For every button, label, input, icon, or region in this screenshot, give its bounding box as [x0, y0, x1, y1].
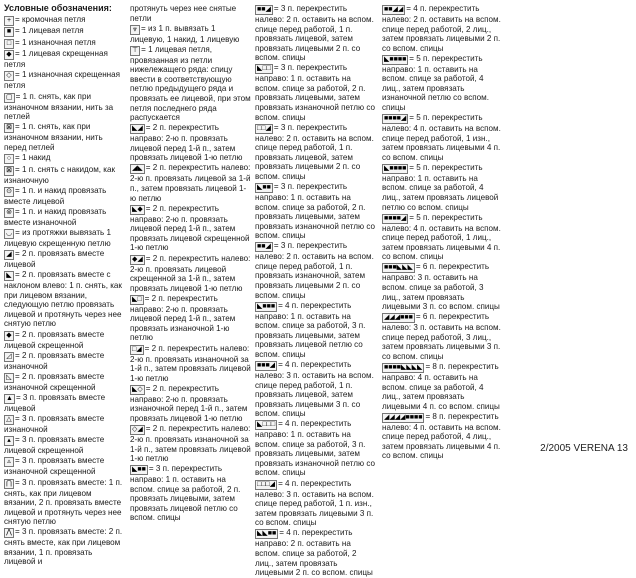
legend-entry — [130, 4, 252, 23]
legend-entry-text: = 1 изнаночная петля — [15, 37, 96, 47]
stitch-symbol-icon: ◣□□□ — [257, 421, 276, 429]
stitch-symbol-icon: ■ — [4, 27, 14, 37]
stitch-symbol-icon: ◢◢◢◢■■■■ — [384, 413, 423, 421]
stitch-symbol-icon: ◡ — [6, 230, 13, 237]
legend-entry — [255, 182, 377, 241]
stitch-symbol-icon: ◣◆ — [132, 205, 143, 213]
legend-column-3 — [255, 4, 377, 578]
legend-entry — [382, 113, 504, 162]
stitch-symbol-icon: ■■■■◣◣◣◣ — [384, 364, 423, 372]
stitch-symbol-icon: ◣□ — [132, 295, 142, 303]
legend-entry — [4, 38, 123, 49]
legend-entry-text: = 1 изнаночная скрещенная петля — [4, 70, 121, 91]
legend-entry-text: протянуть через нее снятые петли — [130, 4, 237, 23]
legend-entry-text: = 2 п. провязать вместе изнаночной — [4, 350, 105, 371]
legend-entry-text: = 1 п. и накид провязать вместе изнаночной — [4, 206, 107, 227]
legend-entry — [4, 92, 123, 122]
stitch-symbol-icon: ◣ — [4, 271, 14, 281]
legend-entry-text: = 2 п. провязать вместе изнаночной скрещенной — [4, 371, 105, 392]
legend-entry — [4, 414, 123, 435]
legend-entry — [4, 393, 123, 414]
legend-list-3 — [255, 4, 377, 578]
legend-entry-text: = 2 п. перекрестить налево: 2-ю п. провязать изнаночной за 1-й п., затем провязать лицевой 1-ю петлю — [130, 343, 251, 383]
stitch-symbol-icon: ◣■■■ — [257, 302, 276, 310]
legend-column-2 — [130, 4, 252, 524]
legend-entry — [4, 330, 123, 351]
legend-entry-text: = 1 лицевая петля — [15, 26, 84, 36]
legend-entry-text: = 1 лицевая петля, провязанная из петли нижележащего ряда: спицу ввести в соответствующую петлю предыдущего ряда и провязать ее лицевой, при этом петля последнего ряда распускается — [130, 44, 251, 123]
legend-entry-text: = 1 лицевая скрещенная петля — [4, 49, 108, 70]
stitch-symbol-icon: ◣◢ — [132, 125, 143, 133]
stitch-symbol-icon: ■■◢ — [257, 6, 271, 13]
stitch-symbol-icon: ◣◇ — [132, 385, 143, 393]
legend-entry-text: = 2 п. перекрестить налево: 2-ю п. провязать лицевой скрещенной за 1-й п., затем провязать лицевой 1-ю петлю — [130, 253, 251, 293]
legend-entry — [4, 372, 123, 393]
stitch-symbol-icon: ⊙ — [4, 187, 14, 197]
legend-entry-text: = 3 п. перекрестить налево: 2 п. оставить на вспом. спице перед работой, 1 п. провязать изнаночной, затем провязать лицевыми 2 п. со вспом. спицы — [255, 241, 374, 300]
legend-entry-text: = 3 п. перекрестить направо: 1 п. оставить на вспом. спице за работой, 2 п. провязать лицевыми, затем провязать изнаночной петлю со вспом. спицы — [255, 181, 375, 241]
legend-entry-text: = 2 п. перекрестить налево: 2-ю п. провязать лицевой за 1-й п., затем провязать лицевой 1-ю петлю — [130, 163, 251, 203]
legend-entry-text: = 4 п. перекрестить направо: 1 п. оставить на вспом. спице за работой, 3 п. провязать лицевыми, затем провязать лицевой петлю со вспом. спицы — [255, 300, 366, 359]
stitch-symbol-icon: ◆ — [4, 331, 14, 341]
legend-entry — [382, 163, 504, 212]
legend-entry — [382, 412, 504, 461]
stitch-symbol-icon: ■■■■◢ — [384, 115, 407, 123]
legend-entry — [130, 384, 252, 424]
stitch-symbol-icon: ◇◢ — [132, 425, 143, 433]
legend-entry — [255, 301, 377, 360]
legend-entry-text: = 1 п. снять, как при изнаночном вязании, нить за петлей — [4, 91, 114, 122]
stitch-symbol-icon: ⊠ — [4, 166, 14, 176]
stitch-symbol-icon: ■■■■◢ — [384, 214, 407, 222]
legend-entry — [4, 270, 123, 329]
stitch-symbol-icon: ⋀ — [4, 528, 14, 538]
legend-entry — [4, 228, 123, 249]
stitch-symbol-icon: ■■■◣◣◣ — [384, 264, 413, 272]
stitch-symbol-icon: ▵ — [4, 457, 14, 467]
legend-entry — [4, 478, 123, 527]
stitch-symbol-icon: △ — [4, 415, 14, 425]
legend-entry — [382, 54, 504, 113]
legend-entry-text: = 3 п. провязать вместе лицевой скрещенной — [4, 435, 105, 456]
legend-entry — [4, 15, 123, 26]
legend-entry-text: = 6 п. перекрестить налево: 3 п. оставить на вспом. спице перед работой, 3 лиц., затем провязать лицевыми 3 п. со вспом. спицы — [382, 312, 501, 361]
stitch-symbol-icon: ⩔ — [130, 25, 140, 35]
stitch-symbol-icon: + — [4, 16, 14, 26]
legend-entry-text: = 5 п. перекрестить налево: 4 п. оставить на вспом. спице перед работой, 1 изн., затем провязать лицевыми 4 п. со вспом. спицы — [382, 113, 501, 162]
legend-entry — [382, 362, 504, 411]
stitch-symbol-icon: □□◢ — [257, 124, 271, 132]
stitch-symbol-icon: ■■■◢ — [257, 361, 276, 369]
legend-entry — [4, 207, 123, 228]
legend-entry — [4, 70, 123, 91]
legend-entry — [4, 351, 123, 372]
stitch-symbol-icon: ⊚ — [4, 208, 14, 218]
legend-entry — [255, 123, 377, 182]
legend-entry — [4, 26, 123, 37]
legend-entry-text: = 1 п. снять, как при изнаночном вязании, нить перед петлей — [4, 122, 103, 152]
stitch-symbol-icon: ⋂ — [4, 479, 14, 489]
page-footer: 2/2005 VERENA 13 — [540, 443, 628, 454]
stitch-symbol-icon: ◢ — [4, 250, 14, 260]
legend-entry — [4, 153, 123, 164]
stitch-symbol-icon: ■■◢◢ — [384, 6, 404, 13]
legend-entry — [255, 528, 377, 577]
legend-entry-text: = 2 п. перекрестить налево: 2-ю п. провязать изнаночной за 1-й п., затем провязать лицевой 1-ю петлю — [130, 423, 251, 464]
legend-entry-text: = 3 п. провязать вместе лицевой — [4, 393, 106, 414]
legend-entry-text: = 2 п. перекрестить направо: 2-ю п. провязать лицевой перед 1-й п., затем провязать лицевой 1-ю петлю — [130, 123, 243, 163]
legend-column-1 — [4, 4, 123, 568]
legend-entry — [130, 204, 252, 253]
legend-entry-text: = 3 п. перекрестить налево: 2 п. оставить на вспом. спице перед работой, 1 п. провязать лицевой, затем провязать лицевыми 2 п. со вспом. спицы — [255, 4, 374, 63]
stitch-symbol-icon: ◿ — [4, 352, 14, 362]
legend-list-2 — [130, 4, 252, 523]
legend-entry-text: = 4 п. перекрестить направо: 2 п. оставить на вспом. спице за работой, 2 лиц., затем провязать лицевыми 2 п. со вспом. спицы — [255, 528, 373, 578]
legend-entry-text: = 1 п. снять с накидом, как изнаночную — [4, 164, 116, 185]
legend-entry-text: = 2 п. провязать вместе лицевой скрещенной — [4, 329, 105, 350]
stitch-symbol-icon: ◆ — [4, 50, 14, 60]
stitch-symbol-icon: ◣■■ — [132, 466, 146, 474]
stitch-symbol-icon: □□□◢ — [257, 480, 276, 488]
stitch-symbol-icon: □◢ — [132, 345, 142, 353]
legend-entry-text: = 1 п. и накид провязать вместе лицевой — [4, 185, 107, 206]
legend-entry-text: = 5 п. перекрестить налево: 4 п. оставить на вспом. спице перед работой, 1 лиц., затем провязать лицевыми 4 п. со вспом. спицы — [382, 212, 501, 262]
legend-entry — [255, 241, 377, 300]
legend-entry-text: = 3 п. перекрестить направо: 1 п. оставить на вспом. спице за работой, 2 п. провязать лицевыми, затем провязать лицевой петлю со вспом. спицы — [130, 464, 241, 523]
legend-entry — [130, 294, 252, 343]
legend-entry — [382, 4, 504, 53]
legend-entry — [4, 527, 123, 567]
stitch-symbol-icon: ○ — [4, 154, 14, 164]
legend-entry — [130, 123, 252, 163]
legend-entry-text: = 8 п. перекрестить налево: 4 п. оставить на вспом. спице перед работой, 4 лиц., затем провязать лицевыми 4 п. со вспом. спицы — [382, 411, 501, 461]
legend-entry — [4, 49, 123, 70]
legend-entry — [130, 344, 252, 384]
legend-entry-text: = 3 п. провязать вместе изнаночной — [4, 414, 105, 435]
legend-entry — [4, 186, 123, 207]
stitch-symbol-icon: ◣◣■■ — [257, 530, 277, 538]
legend-entry-text: = из протяжки вывязать 1 лицевую скрещенную петлю — [4, 228, 112, 248]
legend-entry-text: = 3 п. перекрестить направо: 1 п. оставить на вспом. спице за работой, 2 п. провязать лицевыми, затем провязать изнаночной петлю со вспом. спицы — [255, 63, 375, 122]
stitch-symbol-icon: ◆◢ — [132, 255, 143, 263]
stitch-symbol-icon: ◣■■■■ — [384, 55, 407, 63]
legend-entry-text: = 2 п. провязать вместе с наклоном влево: 1 п. снять, как при лицевом вязании, следующую петлю провязать лицевой и протянуть через нее снятую петлю — [4, 270, 122, 329]
legend-entry-text: = 3 п. перекрестить налево: 2 п. оставить на вспом. спице перед работой, 1 п. провязать лицевой, затем провязать лицевыми 2 п. со вспом. спицы — [255, 122, 374, 181]
legend-entry-text: = 1 накид — [15, 152, 51, 162]
legend-entry-text: = 5 п. перекрестить направо: 1 п. оставить на вспом. спице за работой, 4 лиц., затем провязать лицевой петлю со вспом. спицы — [382, 162, 499, 212]
legend-entry — [130, 163, 252, 203]
legend-entry — [255, 419, 377, 478]
stitch-symbol-icon: ◣■■ — [257, 183, 271, 191]
legend-title: Условные обозначения: — [4, 3, 112, 13]
legend-entry-text: = 3 п. провязать вместе: 1 п. снять, как при лицевом вязании, 2 п. провязать вместе лицевой и протянуть через нее снятую петлю — [4, 477, 123, 527]
legend-entry — [382, 312, 504, 361]
legend-entry-text: = 4 п. перекрестить налево: 3 п. оставить на вспом. спице перед работой, 1 п. провязать лицевой, затем провязать лицевыми 3 п. со вспом. спицы — [255, 359, 374, 419]
stitch-symbol-icon: □ — [4, 39, 14, 49]
stitch-symbol-icon: ◢◣ — [132, 165, 143, 173]
legend-list-1 — [4, 15, 123, 567]
legend-entry — [4, 165, 123, 186]
stitch-symbol-icon: ▴ — [4, 436, 14, 446]
stitch-symbol-icon: ◢◢◢■■■ — [384, 314, 413, 322]
legend-entry-text: = 4 п. перекрестить налево: 3 п. оставить на вспом. спице перед работой, 1 п. изн., затем провязать лицевыми 3 п. со вспом. спицы — [255, 478, 374, 528]
legend-column-4 — [382, 4, 504, 462]
stitch-symbol-icon: ▢ — [6, 93, 13, 101]
legend-entry — [4, 122, 123, 152]
stitch-symbol-icon: ▲ — [6, 395, 13, 403]
stitch-symbol-icon: ■■◢ — [257, 243, 271, 251]
legend-entry-text: = 6 п. перекрестить направо: 3 п. оставить на вспом. спице за работой, 3 лиц., затем провязать лицевыми 3 п. со вспом. спицы — [382, 262, 500, 312]
legend-entry — [130, 464, 252, 523]
legend-entry-text: = 4 п. перекрестить направо: 1 п. оставить на вспом. спице за работой, 3 п. провязать лицевыми, затем провязать изнаночной петлю со вспом. спицы — [255, 419, 375, 478]
stitch-symbol-icon: ◇ — [4, 71, 14, 81]
legend-entry-text: = из 1 п. вывязать 1 лицевую, 1 накид, 1 лицевую — [130, 23, 240, 44]
legend-entry-text: = 8 п. перекрестить направо: 4 п. оставить на вспом. спице за работой, 4 лиц., затем провязать лицевыми 4 п. со вспом. спицы — [382, 362, 500, 411]
legend-entry-text: = кромочная петля — [15, 14, 86, 24]
legend-entry-text: = 4 п. перекрестить налево: 2 п. оставить на вспом. спице перед работой, 2 лиц., затем провязать лицевыми 2 п. со вспом. спицы — [382, 4, 501, 53]
legend-entry — [255, 479, 377, 528]
legend-entry — [4, 435, 123, 456]
legend-entry-text: = 3 п. провязать вместе: 2 п. снять вместе, как при лицевом вязании, 1 п. провязать лицевой и — [4, 527, 123, 567]
stitch-symbol-icon: ◣■■■■ — [384, 164, 407, 172]
legend-entry — [4, 249, 123, 270]
stitch-symbol-icon: ◺ — [4, 373, 14, 383]
stitch-symbol-icon: ⊤ — [132, 46, 139, 54]
legend-entry-text: = 2 п. провязать вместе лицевой — [4, 249, 105, 270]
legend-entry-text: = 2 п. перекрестить направо: 2-ю п. провязать лицевой перед 1-й п., затем провязать изнаночной 1-ю петлю — [130, 293, 236, 343]
legend-entry — [130, 24, 252, 45]
legend-entry — [382, 213, 504, 262]
legend-entry — [382, 262, 504, 311]
stitch-symbol-icon: ◣□□ — [257, 65, 271, 73]
legend-entry — [130, 254, 252, 294]
stitch-symbol-icon: ⊠ — [4, 123, 14, 133]
legend-list-4 — [382, 4, 504, 461]
legend-entry — [255, 63, 377, 122]
legend-entry — [130, 424, 252, 464]
legend-entry — [255, 360, 377, 419]
legend-entry — [255, 4, 377, 63]
legend-entry-text: = 3 п. провязать вместе изнаночной скрещенной — [4, 456, 105, 477]
legend-entry — [4, 456, 123, 477]
legend-entry-text: = 2 п. перекрестить направо: 2-ю п. провязать изнаночной перед 1-й п., затем провязать лицевой 1-ю петлю — [130, 383, 248, 423]
legend-entry-text: = 2 п. перекрестить направо: 2-ю п. провязать лицевой перед 1-й п., затем провязать лицевой скрещенной 1-ю петлю — [130, 203, 250, 253]
legend-entry-text: = 5 п. перекрестить направо: 1 п. оставить на вспом. спице за работой, 4 лиц., затем провязать изнаночной петлю со вспом. спицы — [382, 53, 489, 112]
legend-entry — [130, 45, 252, 123]
